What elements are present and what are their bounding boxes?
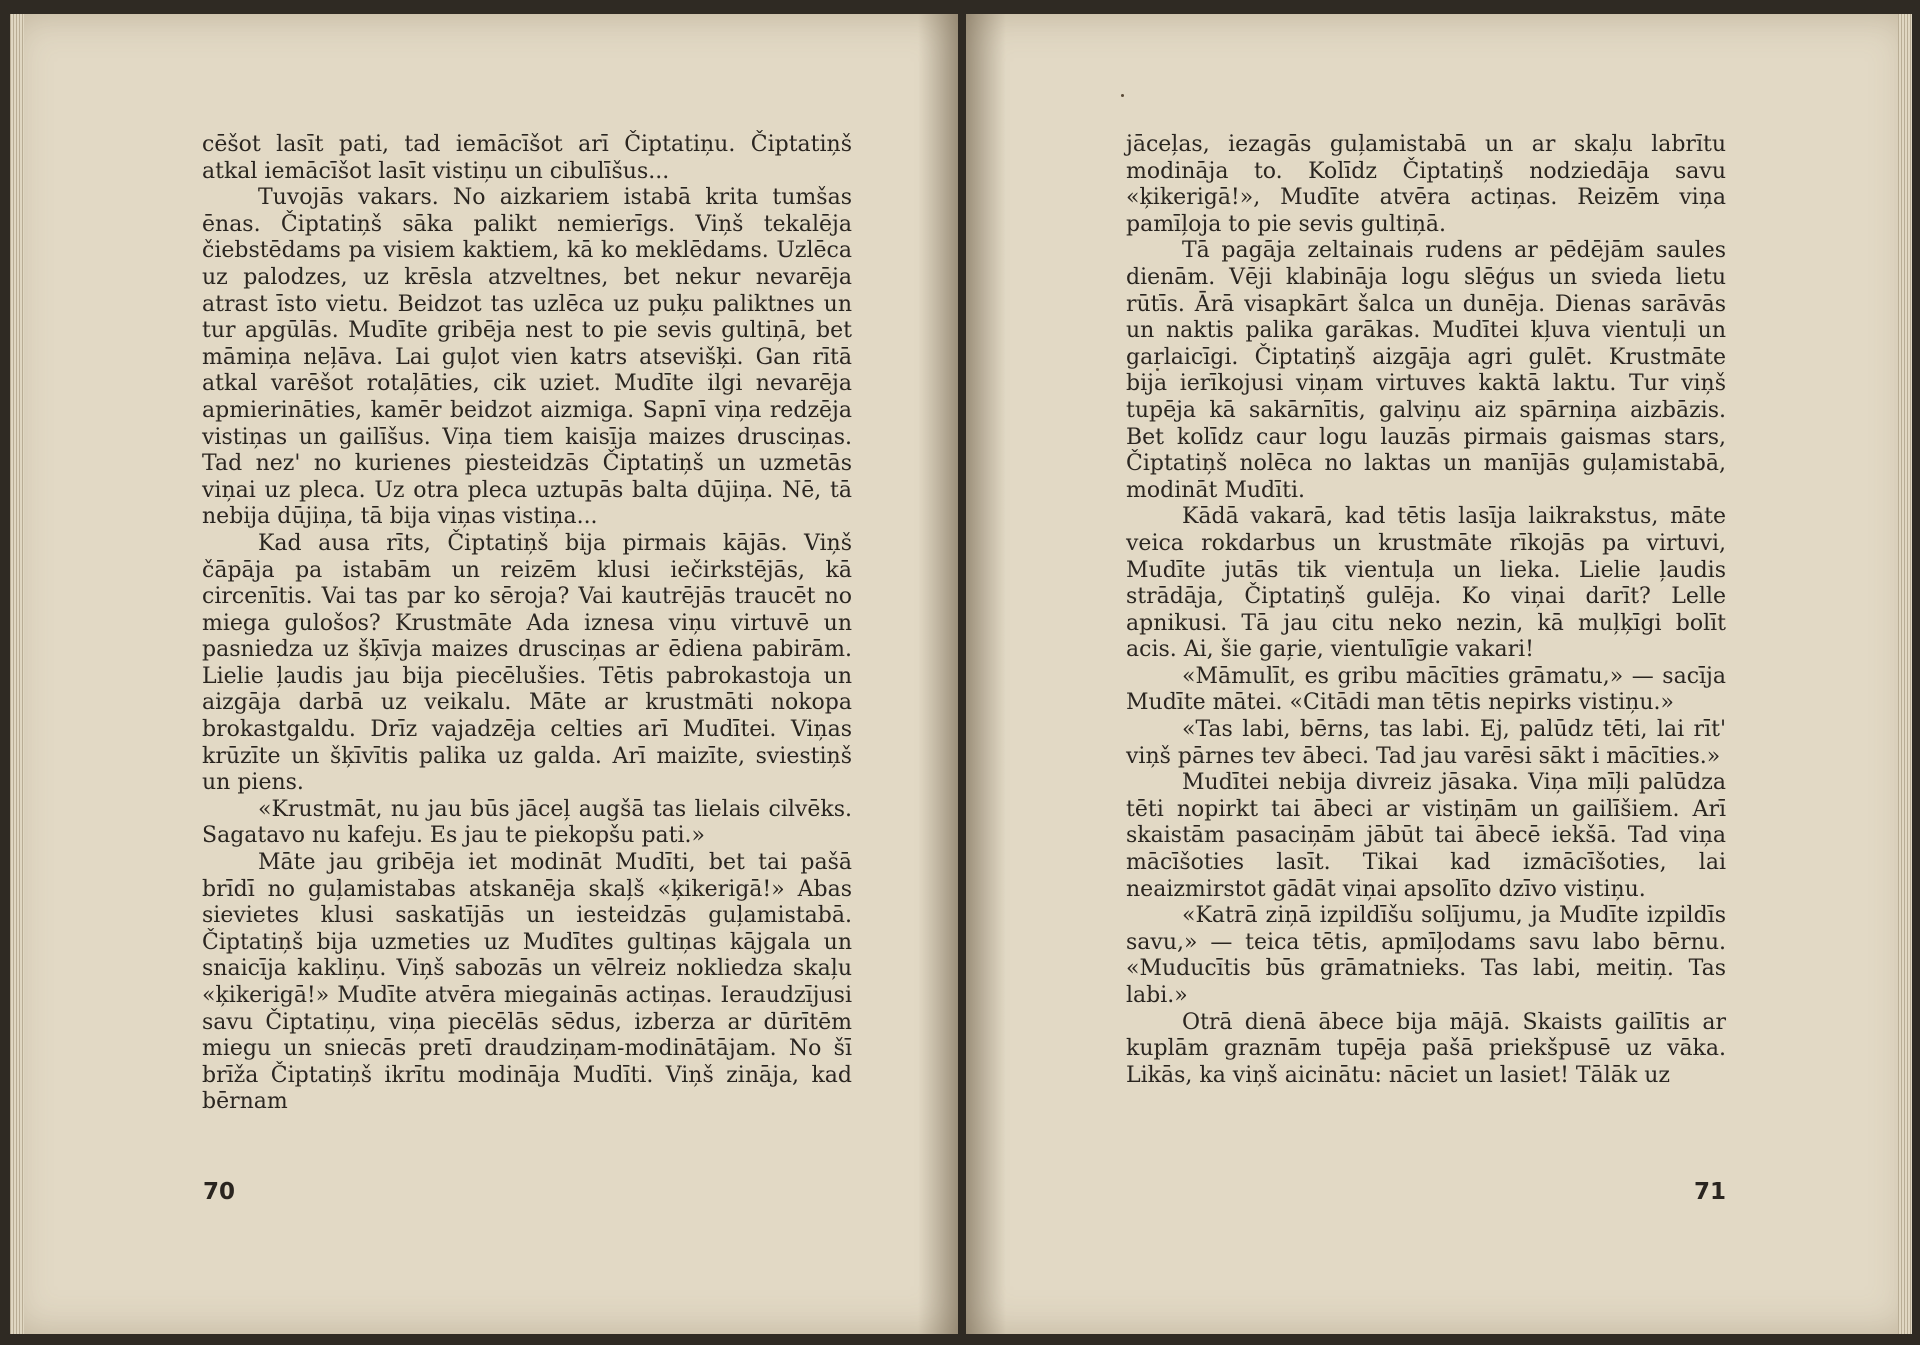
paragraph: Tā pagāja zeltainais rudens ar pēdējām saules dienām. Vēji klabināja logu slēģus un svieda lietu rūtīs. Ārā visapkārt šalca un dunēja. Dienas sarāvās un naktis palika garākas. Mudītei kļuva vientuļi un garlaicīgi. Čiptatiņš aizgāja agri gulēt. Krustmāte bija ierīkojusi viņam virtuves kaktā laktu. Tur viņš tupēja kā sakārnītis, galviņu aiz spārniņa aizbāzis. Bet kolīdz caur logu lauzās pirmais gaismas stars, Čiptatiņš nolēca no laktas un manījās guļamistabā, modināt Mudīti. — [1126, 238, 1726, 503]
paragraph: Tuvojās vakars. No aizkariem istabā krita tumšas ēnas. Čiptatiņš sāka palikt nemierīgs. Viņš tekalēja čiebstēdams pa visiem kaktiem, kā ko meklēdams. Uzlēca uz palodzes, uz krēsla atzveltnes, bet nekur nevarēja atrast īsto vietu. Beidzot tas uzlēca uz puķu paliktnes un tur apgūlās. Mudīte gribēja nest to pie sevis gultiņā, bet māmiņa neļāva. Lai guļot vien katrs atsevišķi. Gan rītā atkal varēšot rotaļāties, cik uziet. Mudīte ilgi nevarēja apmierināties, kamēr beidzot aizmiga. Sapnī viņa redzēja vistiņas un gailīšus. Viņa tiem kaisīja maizes drusciņas. Tad nez' no kurienes piesteidzās Čiptatiņš un uzmetās viņai uz pleca. Uz otra pleca uztupās balta dūjiņa. Nē, tā nebija dūjiņa, tā bija viņas vistiņa... — [202, 185, 852, 530]
paragraph: Kad ausa rīts, Čiptatiņš bija pirmais kājās. Viņš čāpāja pa istabām un reizēm klusi iečirkstējās, kā circenītis. Vai tas par ko sēroja? Vai kautrējās traucēt no miega gulošos? Krustmāte Ada iznesa viņu virtuvē un pasniedza uz šķīvja maizes drusciņas ar ēdiena pabirām. Lielie ļaudis jau bija piecēlušies. Tētis pabrokastoja un aizgāja darbā uz veikalu. Māte ar krustmāti nokopa brokastgaldu. Drīz vajadzēja celties arī Mudītei. Viņas krūzīte un šķīvītis palika uz galda. Arī maizīte, sviestiņš un piens. — [202, 530, 852, 796]
page-edges — [1898, 14, 1912, 1334]
paragraph: «Māmulīt, es gribu mācīties grāmatu,» — sacīja Mudīte mātei. «Citādi man tētis nepirks vistiņu.» — [1126, 663, 1726, 716]
paragraph: «Tas labi, bērns, tas labi. Ej, palūdz tēti, lai rīt' viņš pārnes tev ābeci. Tad jau varēsi sākt i mācīties.» — [1126, 717, 1726, 769]
page-number: 71 — [1693, 1179, 1726, 1205]
ink-speck — [1121, 94, 1124, 97]
paragraph: cēšot lasīt pati, tad iemācīšot arī Čiptatiņu. Čiptatiņš atkal iemācīšot lasīt vistiņu un cibulīšus... — [202, 132, 852, 184]
paragraph: Kādā vakarā, kad tētis lasīja laikrakstus, māte veica rokdarbus un krustmāte rīkojās pa virtuvi, Mudīte jutās tik vientuļa un lieka. Lielie ļaudis strādāja, Čiptatiņš gulēja. Ko viņai darīt? Lelle apnikusi. Tā jau citu neko nezin, kā muļķīgi bolīt acis. Ai, šie gaŗie, vientulīgie vakari! — [1126, 504, 1726, 663]
paragraph: jāceļas, iezagās guļamistabā un ar skaļu labrītu modināja to. Kolīdz Čiptatiņš nodziedāja savu «ķikerigā!», Mudīte atvēra actiņas. Reizēm viņa pamīļoja to pie sevis gultiņā. — [1126, 132, 1726, 237]
left-page — [10, 14, 958, 1334]
left-page-text — [202, 132, 852, 1116]
right-page — [966, 14, 1912, 1334]
paragraph: «Krustmāt, nu jau būs jāceļ augšā tas lielais cilvēks. Sagatavo nu kafeju. Es jau te piekopšu pati.» — [202, 796, 852, 849]
page-number: 70 — [203, 1179, 236, 1205]
page-edges — [10, 14, 24, 1334]
paragraph: Otrā dienā ābece bija mājā. Skaists gailītis ar kuplām graznām tupēja pašā priekšpusē uz vāka. Likās, ka viņš aicinātu: nāciet un lasiet! Tālāk uz — [1126, 1009, 1726, 1088]
right-page-text — [1126, 132, 1726, 1089]
paragraph: Mudītei nebija divreiz jāsaka. Viņa mīļi palūdza tēti nopirkt tai ābeci ar vistiņām un gailīšiem. Arī skaistām pasaciņām jābūt tai ābecē iekšā. Tad viņa mācīšoties lasīt. Tikai kad izmācīšoties, lai neaizmirstot gādāt viņai apsolīto dzīvo vistiņu. — [1126, 770, 1726, 902]
paragraph: Māte jau gribēja iet modināt Mudīti, bet tai pašā brīdī no guļamistabas atskanēja skaļš «ķikerigā!» Abas sievietes klusi saskatījās un iesteidzās guļamistabā. Čiptatiņš bija uzmeties uz Mudītes gultiņas kājgala un snaicīja kakliņu. Viņš sabozās un vēlreiz nokliedza skaļu «ķikerigā!» Mudīte atvēra miegainās actiņas. Ieraudzījusi savu Čiptatiņu, viņa piecēlās sēdus, izberza ar dūrītēm miegu un sniecās pretī draudziņam-modinātājam. No šī brīža Čiptatiņš ikrītu modināja Mudīti. Viņš zināja, kad bērnam — [202, 850, 852, 1115]
paragraph: «Katrā ziņā izpildīšu solījumu, ja Mudīte izpildīs savu,» — teica tētis, apmīļodams savu labo bērnu. «Muducītis būs grāmatnieks. Tas labi, meitiņ. Tas labi.» — [1126, 903, 1726, 1008]
